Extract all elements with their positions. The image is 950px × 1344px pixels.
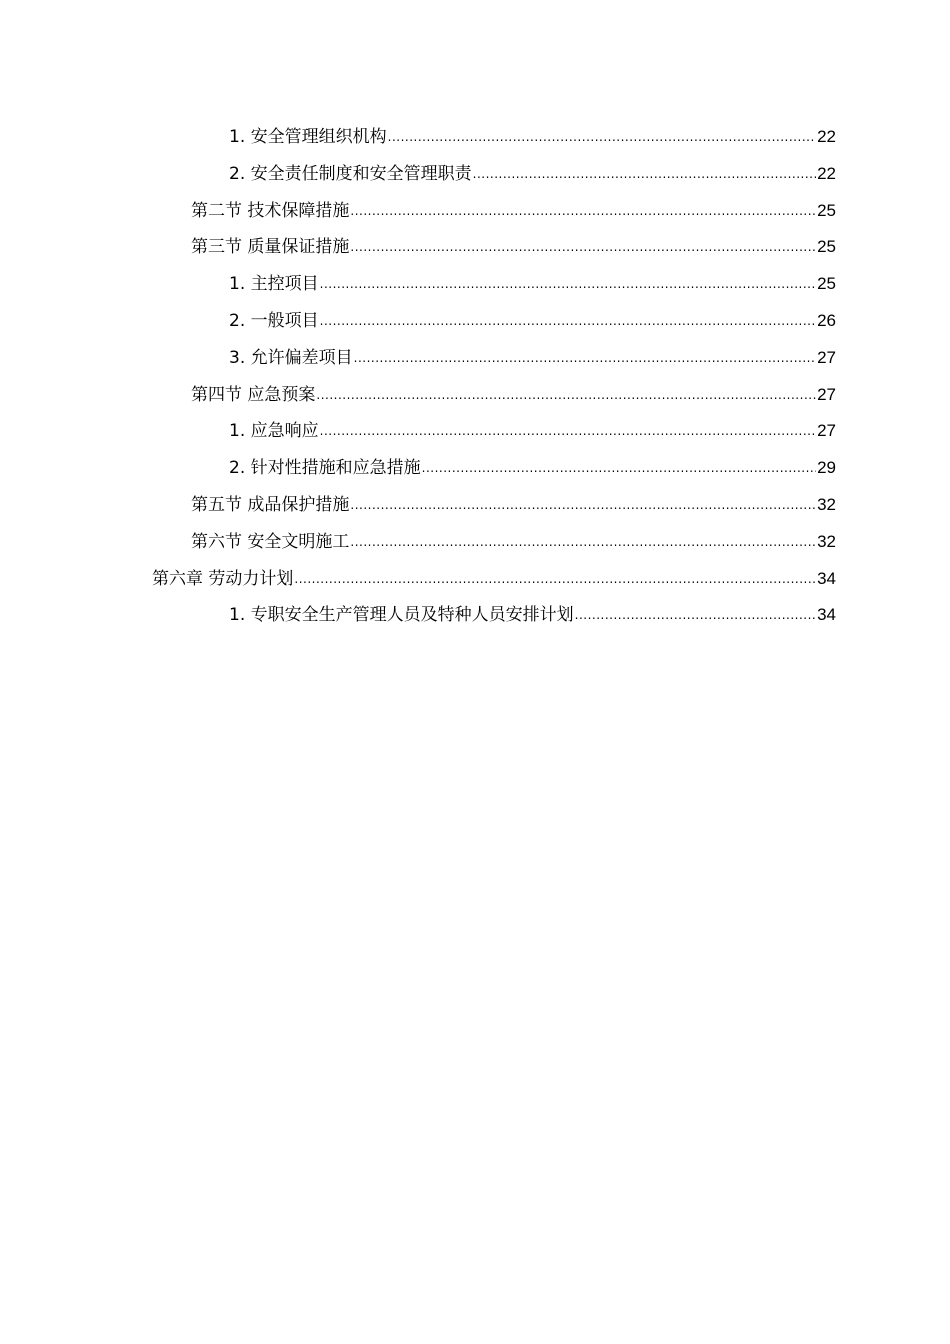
toc-entry[interactable] [0, 524, 950, 561]
toc-entry[interactable] [0, 413, 950, 450]
toc-entry-page-number: 25 [817, 237, 836, 257]
toc-entry-title: 2. 一般项目 [229, 310, 319, 331]
toc-dot-leader [350, 487, 816, 524]
toc-entry-title: 第二节 技术保障措施 [191, 200, 350, 221]
toc-entry-title: 第五节 成品保护措施 [191, 494, 350, 515]
toc-entry[interactable] [0, 193, 950, 230]
toc-entry-title: 3. 允许偏差项目 [229, 347, 353, 368]
toc-entry-page-number: 25 [817, 274, 836, 294]
toc-entry-page-number: 34 [817, 568, 836, 588]
toc-dot-leader [320, 413, 816, 450]
toc-dot-leader [422, 450, 816, 487]
toc-entry[interactable] [0, 377, 950, 414]
toc-entry[interactable] [0, 229, 950, 266]
toc-entry-title: 1. 应急响应 [229, 421, 319, 442]
toc-dot-leader [350, 193, 816, 230]
toc-entry[interactable] [0, 119, 950, 156]
table-of-contents [0, 119, 950, 634]
toc-entry-page-number: 27 [817, 347, 836, 367]
toc-entry-page-number: 29 [817, 458, 836, 478]
toc-dot-leader [320, 266, 816, 303]
toc-entry-title: 2. 安全责任制度和安全管理职责 [229, 163, 472, 184]
toc-entry-title: 第六节 安全文明施工 [191, 531, 350, 552]
toc-dot-leader [575, 597, 816, 634]
toc-entry-title: 第六章 劳动力计划 [152, 568, 294, 589]
toc-dot-leader [473, 156, 816, 193]
toc-entry-page-number: 26 [817, 310, 836, 330]
toc-entry-title: 第四节 应急预案 [191, 384, 316, 405]
toc-entry[interactable] [0, 487, 950, 524]
toc-dot-leader [316, 377, 816, 414]
toc-dot-leader [350, 524, 816, 561]
toc-dot-leader [388, 119, 816, 156]
toc-entry-title: 1. 主控项目 [229, 274, 319, 295]
toc-entry-page-number: 27 [817, 384, 836, 404]
toc-entry-title: 1. 专职安全生产管理人员及特种人员安排计划 [229, 605, 574, 626]
toc-dot-leader [320, 303, 816, 340]
toc-entry[interactable] [0, 597, 950, 634]
toc-entry[interactable] [0, 156, 950, 193]
toc-entry-title: 1. 安全管理组织机构 [229, 127, 387, 147]
toc-entry-title: 第三节 质量保证措施 [191, 237, 350, 258]
toc-entry-page-number: 34 [817, 605, 836, 625]
toc-dot-leader [350, 229, 816, 266]
toc-entry-page-number: 32 [817, 531, 836, 551]
toc-entry-page-number: 32 [817, 494, 836, 514]
toc-entry-page-number: 22 [817, 127, 836, 146]
toc-entry[interactable] [0, 340, 950, 377]
toc-entry-page-number: 25 [817, 200, 836, 220]
toc-entry-title: 2. 针对性措施和应急措施 [229, 458, 421, 479]
toc-entry[interactable] [0, 266, 950, 303]
toc-entry[interactable] [0, 561, 950, 598]
toc-entry[interactable] [0, 303, 950, 340]
toc-entry[interactable] [0, 450, 950, 487]
toc-dot-leader [294, 561, 816, 598]
toc-entry-page-number: 27 [817, 421, 836, 441]
toc-entry-page-number: 22 [817, 163, 836, 183]
toc-dot-leader [354, 340, 816, 377]
